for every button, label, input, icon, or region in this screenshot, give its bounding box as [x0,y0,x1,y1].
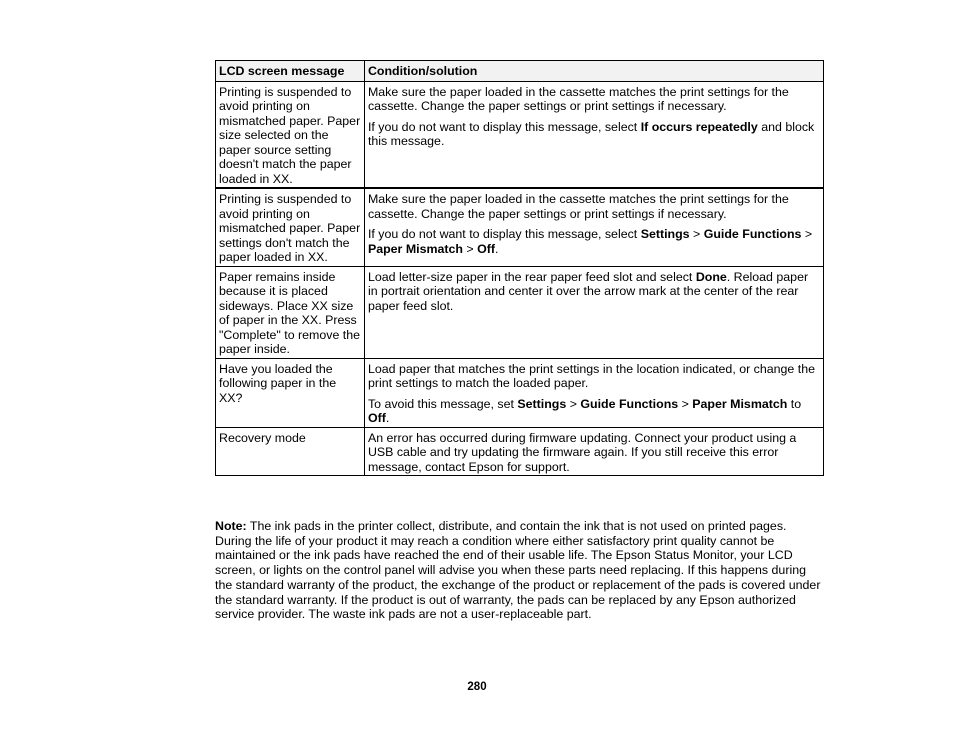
lcd-message-cell: Paper remains inside because it is placed sideways. Place XX size of paper in the XX. Press "Complete" to remove the paper inside. [216,266,365,358]
solution-cell [364,188,823,266]
solution-paragraph: If you do not want to display this message, select If occurs repeatedly and block this message. [367,119,815,148]
solution-cell [364,427,823,476]
solution-cell [364,266,823,358]
table-row [216,81,824,188]
solution-paragraph: An error has occurred during firmware updating. Connect your product using a USB cable and try updating the firmware again. If you still receive this error message, contact Epson for support. [367,430,797,474]
menu-path-guide-functions: Guide Functions [580,396,679,411]
menu-path-off: Off [477,241,495,256]
solution-paragraph: Make sure the paper loaded in the cassette matches the print settings for the cassette. Change the paper settings or print settings if necessary. [367,192,789,221]
note-label: Note: [215,519,247,533]
menu-path-paper-mismatch: Paper Mismatch [692,396,788,411]
solution-paragraph: Make sure the paper loaded in the cassette matches the print settings for the cassette. Change the paper settings or print settings if necessary. [367,84,789,113]
table-header-row [216,61,824,82]
menu-path-settings: Settings [517,396,567,411]
solution-cell [364,358,823,427]
lcd-message-cell: Printing is suspended to avoid printing on mismatched paper. Paper settings don't match the paper loaded in XX. [216,188,365,266]
table-row [216,427,824,476]
menu-path-guide-functions: Guide Functions [703,227,802,241]
table-row [216,266,824,358]
lcd-message-table [215,60,824,476]
menu-path-off: Off [367,411,386,425]
solution-paragraph: Load letter-size paper in the rear paper feed slot and select Done. Reload paper in portrait orientation and center it over the arrow mark at the center of the rear paper feed slot. [367,269,809,313]
solution-cell [364,81,823,188]
menu-option: If occurs repeatedly [640,119,758,134]
menu-path-paper-mismatch: Paper Mismatch [367,241,463,256]
button-done-label: Done [695,269,727,284]
header-lcd-screen-message: LCD screen message [216,61,365,82]
table-row [216,358,824,427]
header-condition-solution: Condition/solution [364,61,823,82]
lcd-message-cell: Recovery mode [216,427,365,476]
lcd-message-cell: Printing is suspended to avoid printing on mismatched paper. Paper size selected on the paper source setting doesn't match the paper loaded in XX. [216,81,365,188]
menu-path-settings: Settings [640,227,690,241]
ink-pad-note [215,519,821,622]
table-row [216,188,824,266]
page-number: 280 [467,681,487,693]
lcd-message-cell: Have you loaded the following paper in the XX? [216,358,365,427]
solution-paragraph: If you do not want to display this message, select Settings > Guide Functions > Paper Mismatch > Off. [367,227,813,256]
note-text: The ink pads in the printer collect, distribute, and contain the ink that is not used on printed pages. During the life of your product it may reach a condition where either satisfactory print quality cannot be maintained or the ink pads have reached the end of their usable life. The Epson Status Monitor, your LCD screen, or lights on the control panel will advise you when these parts need replacing. If this happens during the standard warranty of the product, the exchange of the product or replacement of the pads is covered under the standard warranty. If the product is out of warranty, the pads can be replaced by any Epson authorized service provider. The waste ink pads are not a user-replaceable part. [215,519,821,622]
solution-paragraph: To avoid this message, set Settings > Guide Functions > Paper Mismatch to Off. [367,396,802,425]
solution-paragraph: Load paper that matches the print settings in the location indicated, or change the print settings to match the loaded paper. [367,361,815,390]
